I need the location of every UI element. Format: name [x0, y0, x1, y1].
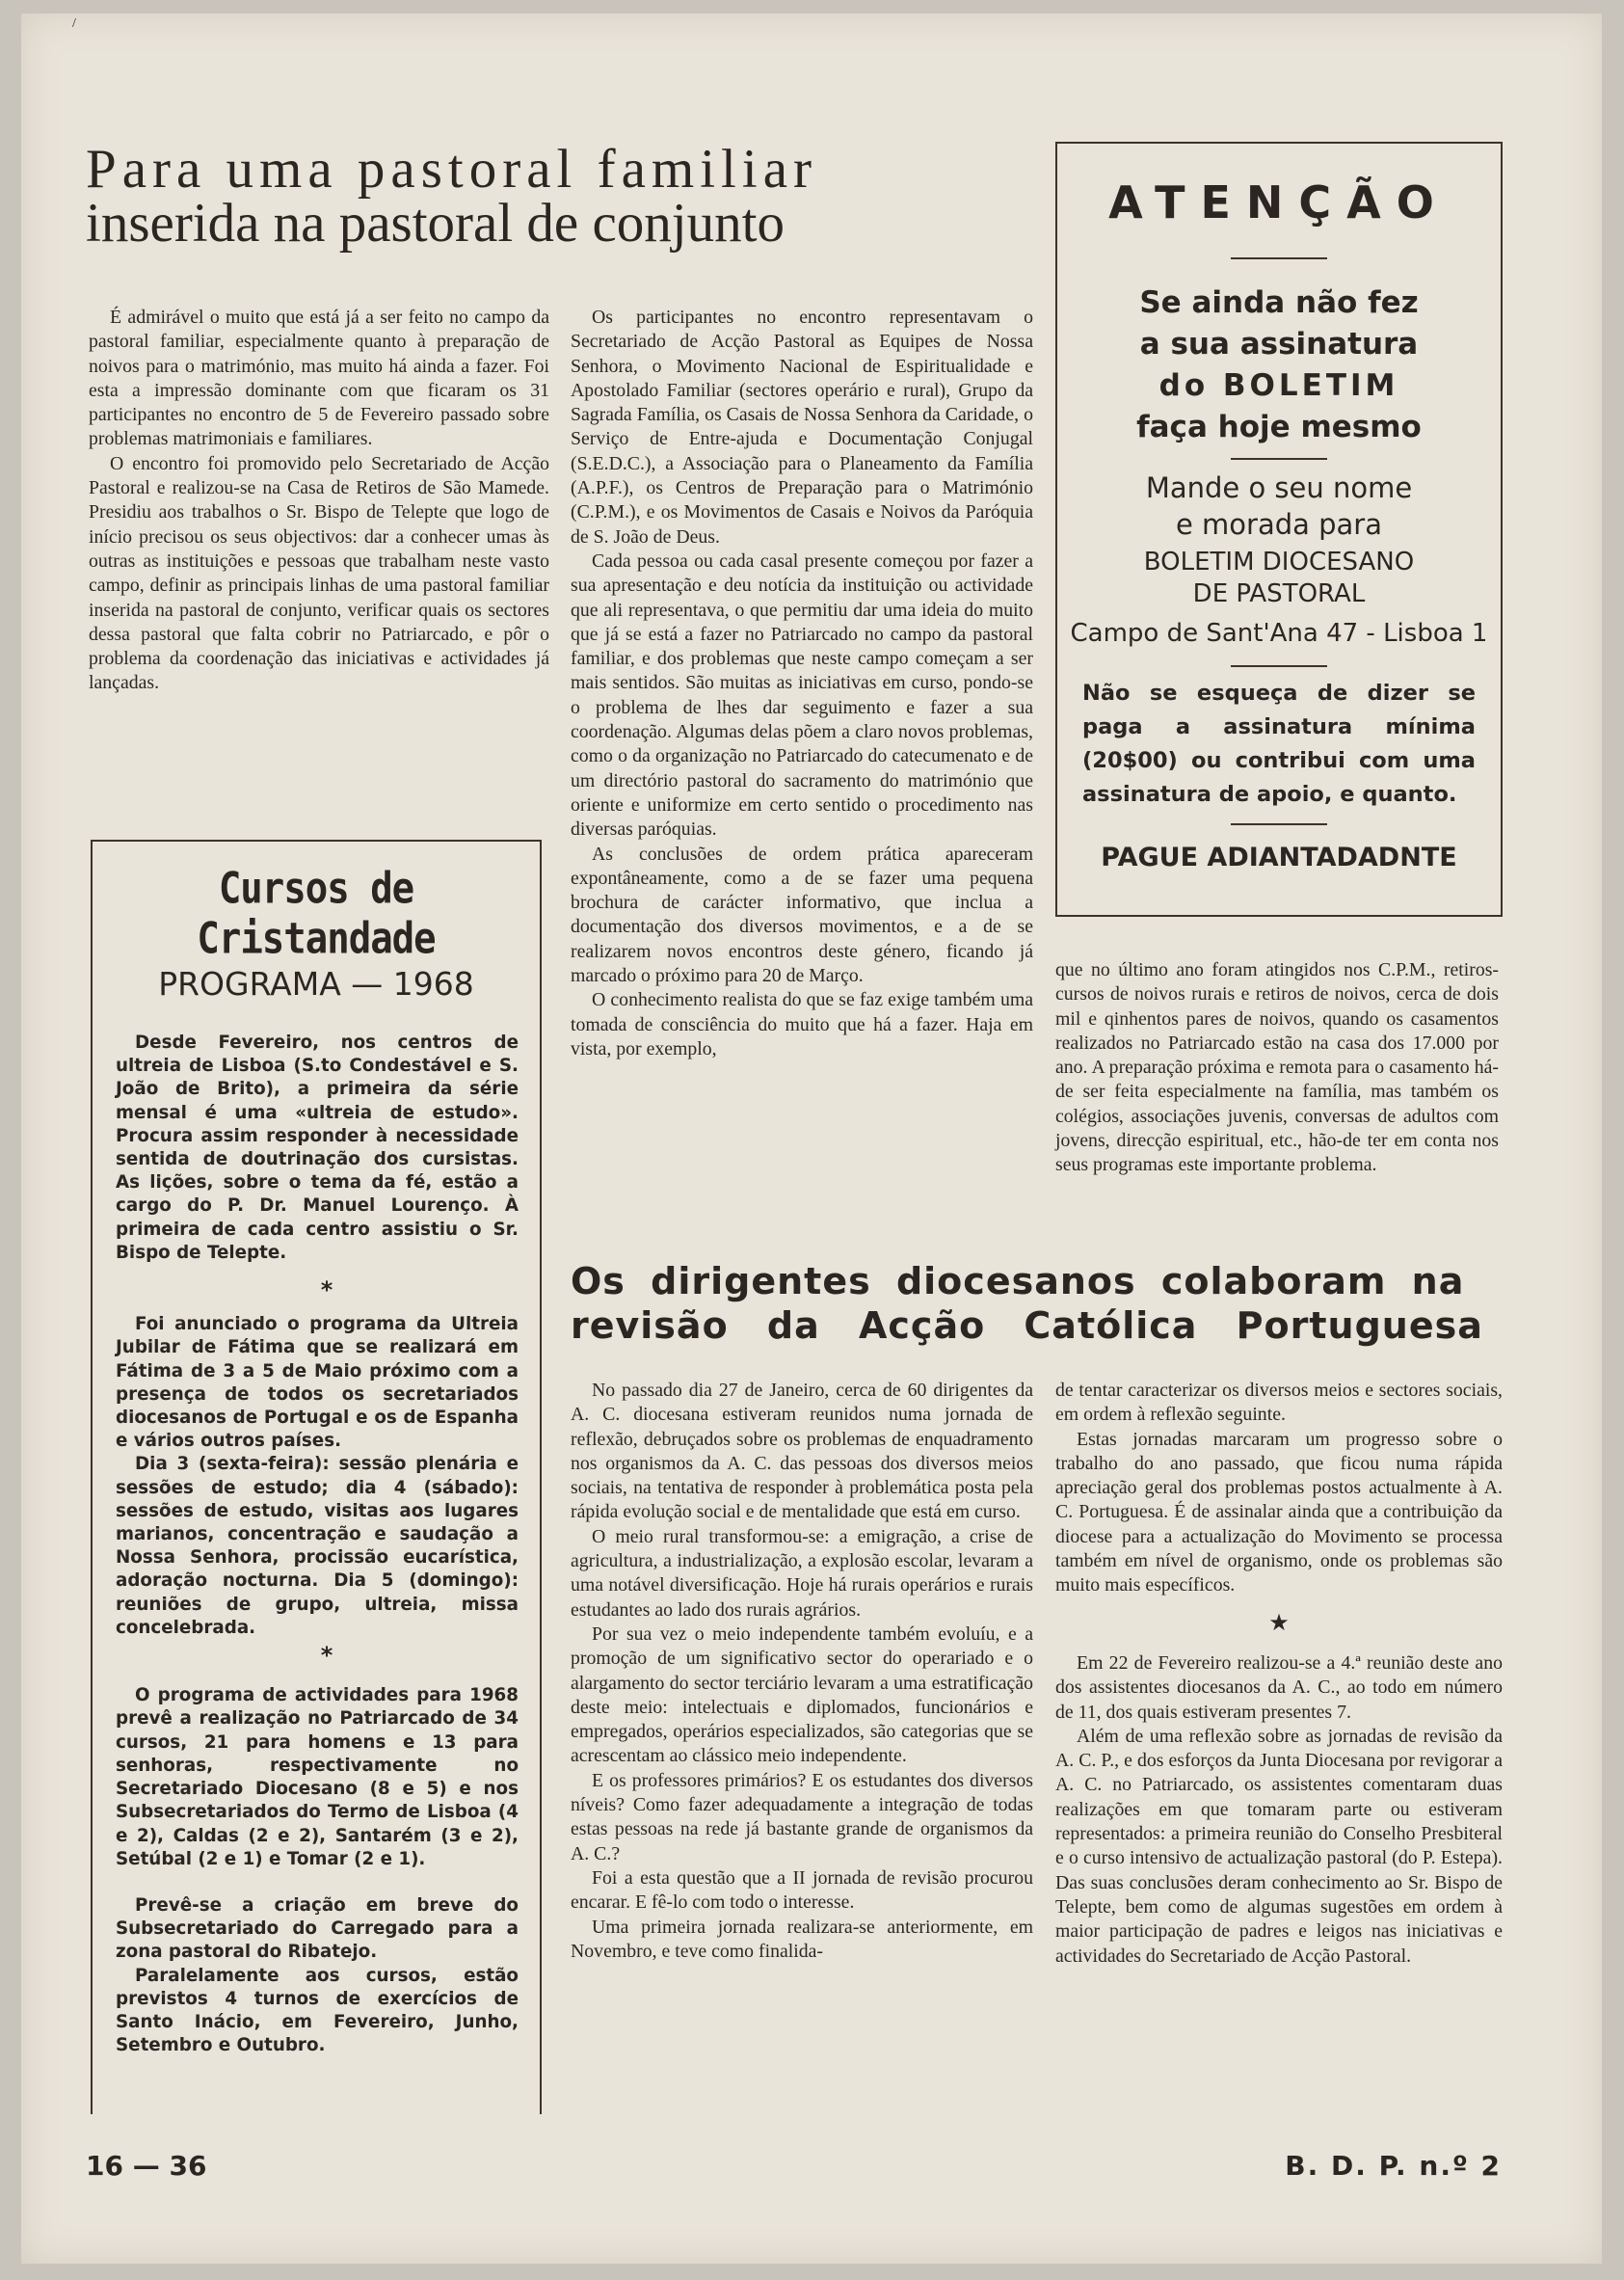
star-separator: ★	[1268, 1610, 1290, 1636]
paragraph: Prevê-se a criação em breve do Subsecretariado do Carregado para a zona pastoral do Ribatejo.	[116, 1894, 519, 1963]
paragraph: Em 22 de Fevereiro realizou-se a 4.ª reunião deste ano dos assistentes diocesanos da A. C., ao todo em número de 11, dos quais estiveram presentes 7.	[1055, 1651, 1503, 1723]
instruction-line: Mande o seu nome	[1145, 471, 1413, 504]
paragraph: Cada pessoa ou cada casal presente começou por fazer a sua apresentação e deu notícia da instituição ou actividade que ali representava, o que permitiu dar uma ideia do muito que já se está a fazer no Patriarcado no campo da pastoral familiar, e dos problemas que neste campo começam a ser mais sentidos. São muitas as iniciativas em curso, pondo-se o problema de lhes dar seguimento e fazer a sua coordenação. Algumas delas põem a claro novos problemas, como o da organização no Patriarcado do catecumenato e de um directório pastoral do sacramento do matrimónio que oriente e uniformize em certo sentido o procedimento nas diversas paróquias.	[571, 550, 1033, 841]
paragraph: No passado dia 27 de Janeiro, cerca de 60 dirigentes da A. C. diocesana estiveram reunidos numa jornada de reflexão, debruçados sobre os problemas de enquadramento nos organismos da A. C. das pessoas dos diversos meios sociais, na tentativa de responder à problemática posta pela rápida evolução social e de mentalidade que está em curso.	[571, 1380, 1033, 1523]
paragraph: Dia 3 (sexta-feira): sessão plenária e sessões de estudo; dia 4 (sábado): sessões de estudo, visitas aos lugares marianos, concentração e saudação a Nossa Senhora, procissão eucarística, adoração nocturna. Dia 5 (domingo): reuniões de grupo, ultreia, missa concelebrada.	[116, 1454, 519, 1638]
atencao-box	[1055, 142, 1503, 917]
article2-title	[571, 1259, 1534, 1348]
cursos-body	[116, 1032, 519, 2057]
article1-column-1	[89, 306, 549, 696]
page	[21, 13, 1602, 2264]
atencao-subscribe-callout	[1057, 282, 1501, 448]
callout-line: faça hoje mesmo	[1136, 410, 1422, 444]
article1-column-3	[1055, 958, 1499, 1178]
publication-ref	[1285, 2150, 1502, 2182]
callout-line: Se ainda não fez	[1139, 285, 1419, 320]
paragraph: E os professores primários? E os estudantes dos diversos níveis? Como fazer adequadamente a integração de todas estas pessoas na rede já bastante grande de organismos da A. C.?	[571, 1769, 1033, 1864]
atencao-note: Não se esqueça de dizer se paga a assinatura mínima (20$00) ou contribui com uma assinatura de apoio, e quanto.	[1082, 681, 1476, 807]
address-line: BOLETIM DIOCESANO	[1143, 548, 1415, 577]
paragraph: Uma primeira jornada realizara-se anteriormente, em Novembro, e teve como finalida-	[571, 1916, 1033, 1962]
article2-column-1	[571, 1379, 1033, 1964]
article2-column-2	[1055, 1379, 1503, 1969]
divider	[1231, 665, 1327, 667]
article2-title-line2: revisão da Acção Católica Portuguesa	[571, 1304, 1483, 1347]
callout-line: do BOLETIM	[1158, 368, 1399, 403]
star-separator: *	[320, 1642, 333, 1670]
cursos-heading	[93, 864, 540, 1003]
article1-title-line2: inserida na pastoral de conjunto	[86, 193, 785, 254]
cursos-box	[91, 840, 542, 2114]
atencao-instructions	[1057, 469, 1501, 543]
article1-title-line1: Para uma pastoral familiar	[86, 139, 818, 200]
paragraph: que no último ano foram atingidos nos C.P.M., retiros-cursos de noivos rurais e retiros de noivos, cerca de dois mil e qinhentos pares de noivos, quando os casamentos realizados no Patriarcado estão na casa dos 17.000 por ano. A preparação próxima e remota para o casamento há-de ser feita especialmente na família, mas também os colégios, associações juvenis, conversas de adultos com jovens, direcção espiritual, etc., hão-de ter em conta nos seus programas este importante problema.	[1055, 959, 1499, 1176]
paragraph: As conclusões de ordem prática apareceram expontâneamente, como a de se fazer uma pequena brochura de carácter informativo, que inclua a documentação dos diversos movimentos, e a de se realizarem novos encontros deste género, ficando já marcado o próximo para 20 de Março.	[571, 843, 1033, 987]
paragraph: Além de uma reflexão sobre as jornadas de revisão da A. C. P., e dos esforços da Junta Diocesana por revigorar a A. C. no Patriarcado, os assistentes comentaram duas realizações em que tomaram parte ou estiveram representados: a primeira reunião do Conselho Presbiteral e o curso intensivo de actualização pastoral (do P. Estepa). Das suas conclusões deram conhecimento ao Sr. Bispo de Telepte, bem como de algumas sugestões em ordem à maior participação de padres e leigos nas iniciativas e actividades do Secretariado de Acção Pastoral.	[1055, 1725, 1503, 1967]
cursos-subtitle: PROGRAMA — 1968	[158, 965, 474, 1003]
address-line: DE PASTORAL	[1192, 579, 1366, 608]
paragraph: Estas jornadas marcaram um progresso sobre o trabalho do ano passado, que ficou numa rápida apreciação geral dos problemas postos actualmente à A. C. Portuguesa. É de assinalar ainda que a contribuição da diocese para a actualização do Movimento se processa também em nível de organismo, onde os problemas são muito mais específicos.	[1055, 1428, 1503, 1596]
address-line: Campo de Sant'Ana 47 - Lisboa 1	[1070, 619, 1488, 648]
publication-ref-text: B. D. P. n.º 2	[1285, 2150, 1502, 2182]
star-separator: *	[320, 1276, 333, 1304]
paragraph: É admirável o muito que está já a ser feito no campo da pastoral familiar, especialmente quanto à preparação de noivos para o matrimónio, mas muito há ainda a fazer. Foi esta a impressão dominante com que ficaram os 31 participantes no encontro de 5 de Fevereiro passado sobre problemas matrimoniais e familiares.	[89, 307, 549, 450]
callout-line: a sua assinatura	[1139, 327, 1419, 362]
article1-title	[86, 139, 1050, 254]
paragraph: O encontro foi promovido pelo Secretariado de Acção Pastoral e realizou-se na Casa de Retiros de São Mamede. Presidiu aos trabalhos o Sr. Bispo de Telepte que logo de início precisou os seus objectivos: dar a conhecer umas às outras as instituições e pessoas que trabalham neste vasto campo, definir as principais linhas de uma pastoral familiar inserida na pastoral de conjunto, verificar quais os sectores dessa pastoral que falta cobrir no Patriarcado, e pôr o problema da coordenação das iniciativas e actividades já lançadas.	[89, 452, 549, 694]
atencao-title: ATENÇÃO	[1108, 176, 1450, 228]
cursos-title: Cursos de Cristandade	[197, 864, 436, 964]
divider	[1231, 823, 1327, 825]
page-number	[86, 2150, 206, 2182]
paragraph: Os participantes no encontro representavam o Secretariado de Acção Pastoral as Equipes de Nossa Senhora, o Movimento Nacional de Espiritualidade e Apostolado Familiar (sectores operário e rural), Grupo da Sagrada Família, os Casais de Nossa Senhora da Caridade, o Serviço de Entre-ajuda e Documentação Conjugal (S.E.D.C.), a Associação para o Planeamento da Família (A.P.F.), os Centros de Preparação para o Matrimónio (C.P.M.), e os Movimentos de Casais e Noivos da Paróquia de S. João de Deus.	[571, 307, 1033, 548]
paragraph: O conhecimento realista do que se faz exige também uma tomada de consciência do muito que há a fazer. Haja em vista, por exemplo,	[571, 989, 1033, 1060]
paragraph: Desde Fevereiro, nos centros de ultreia de Lisboa (S.to Condestável e S. João de Brito), a primeira da série mensal é uma «ultreia de estudo». Procura assim responder à necessidade sentida de doutrinação dos cursistas. As lições, sobre o tema da fé, estão a cargo do P. Dr. Manuel Lourenço. À primeira de cada centro assistiu o Sr. Bispo de Telepte.	[116, 1033, 519, 1263]
paragraph: O programa de actividades para 1968 prevê a realização no Patriarcado de 34 cursos, 21 para homens e 13 para senhoras, respectivamente no Secretariado Diocesano (8 e 5) e nos Subsecretariados do Termo de Lisboa (4 e 2), Caldas (2 e 2), Santarém (3 e 2), Setúbal (2 e 1) e Tomar (2 e 1).	[116, 1685, 519, 1869]
paragraph: de tentar caracterizar os diversos meios e sectores sociais, em ordem à reflexão seguinte.	[1055, 1380, 1503, 1426]
instruction-line: e morada para	[1175, 508, 1383, 541]
atencao-footer: PAGUE ADIANTADADNTE	[1101, 843, 1457, 872]
article1-column-2	[571, 306, 1033, 1061]
atencao-address	[1057, 547, 1501, 650]
paragraph: Foi a esta questão que a II jornada de revisão procurou encarar. E fê-lo com todo o interesse.	[571, 1866, 1033, 1914]
paragraph: Paralelamente aos cursos, estão previstos 4 turnos de exercícios de Santo Inácio, em Fevereiro, Junho, Setembro e Outubro.	[116, 1965, 519, 2056]
paragraph: Por sua vez o meio independente também evoluíu, e a promoção de um significativo sector do operariado e o alargamento do sector terciário levaram a uma estratificação deste meio: intelectuais e diplomados, funcionários e empregados, operários especializados, são categorias que se acrescentam ao clássico meio independente.	[571, 1623, 1033, 1767]
paragraph: O meio rural transformou-se: a emigração, a crise de agricultura, a industrialização, a explosão escolar, levaram a uma notável diversificação. Hoje há rurais operários e rurais estudantes ao lado dos rurais agrários.	[571, 1525, 1033, 1621]
page-number-text: 16 — 36	[86, 2150, 207, 2182]
divider	[1231, 257, 1327, 259]
paragraph: Foi anunciado o programa da Ultreia Jubilar de Fátima que se realizará em Fátima de 3 a 5 de Maio próximo com a presença de todos os secretariados diocesanos de Portugal e os de Espanha e vários outros países.	[116, 1314, 519, 1452]
divider	[1231, 458, 1327, 460]
article2-title-line1: Os dirigentes diocesanos colaboram na	[571, 1260, 1465, 1302]
print-mark: /	[72, 16, 76, 31]
